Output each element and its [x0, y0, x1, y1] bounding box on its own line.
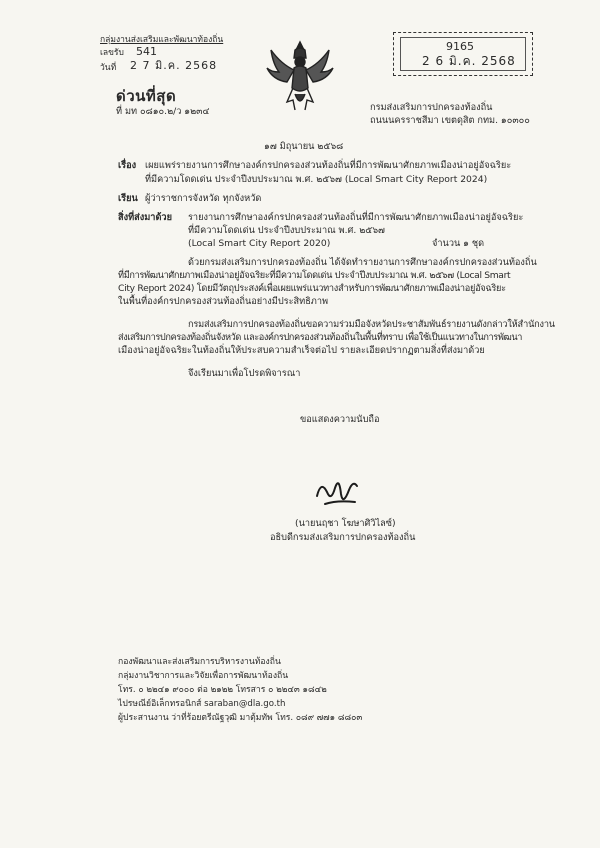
stamp-right-date: 2 6 มิ.ค. 2568 — [422, 54, 516, 68]
to-text: ผู้ว่าราชการจังหวัด ทุกจังหวัด — [145, 193, 262, 204]
stamp-date: 2 7 มิ.ค. 2568 — [130, 59, 218, 72]
body-p2-line-2: ส่งเสริมการปกครองท้องถิ่นจังหวัด และองค์กรปกครองส่วนท้องถิ่นในพื้นที่ทราบ เพื่อใช้เป็นแนวทางในการพัฒนา — [118, 332, 523, 343]
footer-line-5: ผู้ประสานงาน ว่าที่ร้อยตรีณัฐวุฒิ มาตุ้มทัพ โทร. ๐๘๙ ๗๗๑ ๘๘๐๓ — [118, 713, 363, 723]
enclosure-line-3: (Local Smart City Report 2020) — [188, 238, 331, 249]
to-label: เรียน — [118, 193, 138, 204]
footer-line-3: โทร. ๐ ๒๒๔๑ ๙๐๐๐ ต่อ ๒๑๒๒ โทรสาร ๐ ๒๒๔๓ ๑๘๔๒ — [118, 685, 327, 695]
subject-label: เรื่อง — [118, 160, 137, 171]
enclosure-line-1: รายงานการศึกษาองค์กรปกครองส่วนท้องถิ่นที่มีการพัฒนาศักยภาพเมืองน่าอยู่อัจฉริยะ — [188, 212, 524, 223]
stamp-agency: กลุ่มงานส่งเสริมและพัฒนาท้องถิ่น — [100, 35, 224, 45]
garuda-emblem — [265, 38, 335, 116]
receive-stamp-right — [393, 32, 533, 76]
stamp-number-label: เลขรับ — [100, 48, 124, 58]
sender-address: ถนนนครราชสีมา เขตดุสิต กทม. ๑๐๓๐๐ — [370, 115, 530, 126]
enclosure-label: สิ่งที่ส่งมาด้วย — [118, 212, 172, 223]
letter-date: ๑๗ มิถุนายน ๒๕๖๘ — [264, 141, 344, 152]
closing-line: จึงเรียนมาเพื่อโปรดพิจารณา — [188, 368, 301, 379]
body-p1-line-2: ที่มีการพัฒนาศักยภาพเมืองน่าอยู่อัจฉริยะที่มีความโดดเด่น ประจำปีงบประมาณ พ.ศ. ๒๕๖๗ (Local Smart — [118, 270, 511, 281]
stamp-date-label: วันที่ — [100, 63, 117, 73]
footer-line-1: กองพัฒนาและส่งเสริมการบริหารงานท้องถิ่น — [118, 657, 281, 667]
footer-line-2: กลุ่มงานวิชาการและวิจัยเพื่อการพัฒนาท้องถิ่น — [118, 671, 289, 681]
footer-line-4: ไปรษณีย์อิเล็กทรอนิกส์ saraban@dla.go.th — [118, 699, 286, 709]
receive-stamp-left — [100, 34, 242, 84]
enclosure-line-2: ที่มีความโดดเด่น ประจำปีงบประมาณ พ.ศ. ๒๕๖๗ — [188, 225, 385, 236]
stamp-right-number: 9165 — [446, 40, 474, 53]
body-p1-line-3: City Report 2024) โดยมีวัตถุประสงค์เพื่อเผยแพร่แนวทางสำหรับการพัฒนาศักยภาพเมืองน่าอยู่อัจฉริยะ — [118, 283, 506, 294]
body-p1-line-1: ด้วยกรมส่งเสริมการปกครองท้องถิ่น ได้จัดทำรายงานการศึกษาองค์กรปกครองส่วนท้องถิ่น — [188, 257, 537, 268]
signer-name: (นายนฤชา โฆษาศิวิไลซ์) — [295, 518, 396, 529]
urgency-mark: ด่วนที่สุด — [116, 87, 177, 105]
subject-line-2: ที่มีความโดดเด่น ประจำปีงบประมาณ พ.ศ. ๒๕๖๗ (Local Smart City Report 2024) — [145, 174, 488, 185]
doc-number: ที่ มท ๐๘๑๐.๒/ว ๑๒๓๔ — [116, 106, 210, 117]
signer-title: อธิบดีกรมส่งเสริมการปกครองท้องถิ่น — [270, 532, 416, 543]
regards: ขอแสดงความนับถือ — [300, 414, 380, 425]
body-p1-line-4: ในพื้นที่องค์กรปกครองส่วนท้องถิ่นอย่างมีประสิทธิภาพ — [118, 296, 329, 307]
sender-dept: กรมส่งเสริมการปกครองท้องถิ่น — [370, 102, 493, 113]
handwritten-signature — [311, 466, 363, 516]
body-p2-line-3: เมืองน่าอยู่อัจฉริยะในท้องถิ่นให้ประสบความสำเร็จต่อไป รายละเอียดปรากฏตามสิ่งที่ส่งมาด้วย — [118, 345, 485, 356]
enclosure-qty: จำนวน ๑ ชุด — [432, 238, 485, 249]
stamp-number: 541 — [136, 45, 157, 58]
subject-line-1: เผยแพร่รายงานการศึกษาองค์กรปกครองส่วนท้องถิ่นที่มีการพัฒนาศักยภาพเมืองน่าอยู่อัจฉริยะ — [145, 160, 512, 171]
body-p2-line-1: กรมส่งเสริมการปกครองท้องถิ่นขอความร่วมมือจังหวัดประชาสัมพันธ์รายงานดังกล่าวให้สำนักงาน — [188, 319, 555, 330]
